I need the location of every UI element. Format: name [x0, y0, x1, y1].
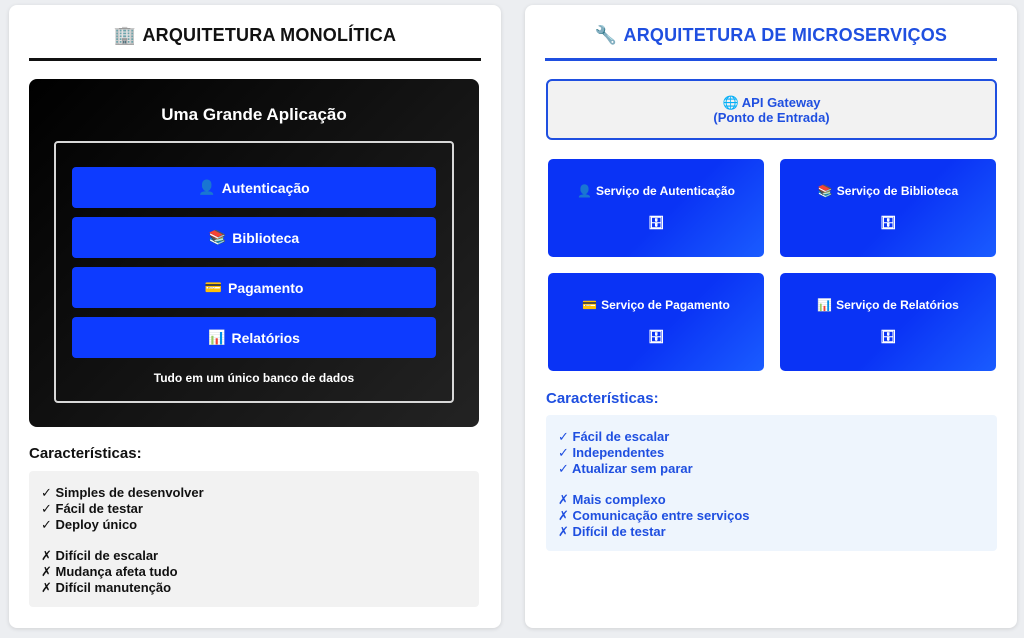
module-label: Autenticação [221, 179, 310, 196]
pro-item: ✓ Simples de desenvolver [41, 485, 204, 500]
module-label: Relatórios [231, 329, 300, 346]
database-icon: 🗄 [879, 215, 897, 230]
monolith-characteristics-list [29, 471, 479, 607]
credit-card-icon: 💳 [204, 279, 222, 295]
wrench-icon: 🔧 [594, 25, 618, 45]
service-label: 📚 Serviço de Biblioteca [817, 184, 959, 198]
monolith-characteristics-title: Características: [29, 445, 142, 462]
monolith-db-note: Tudo em um único banco de dados [153, 371, 355, 385]
con-item: ✗ Difícil manutenção [41, 580, 172, 595]
monolith-heading: Uma Grande Aplicação [161, 105, 347, 124]
service-label: 📊 Serviço de Relatórios [817, 298, 959, 312]
monolith-modules-container [54, 141, 454, 403]
pro-item: ✓ Fácil de testar [41, 501, 143, 516]
microservices-characteristics-list [546, 415, 997, 551]
monolith-application-box [29, 79, 479, 427]
con-item: ✗ Comunicação entre serviços [558, 508, 750, 523]
con-item: ✗ Mudança afeta tudo [41, 564, 178, 579]
books-icon: 📚 [817, 184, 833, 198]
bar-chart-icon: 📊 [817, 298, 833, 312]
service-biblioteca [780, 159, 996, 257]
monolith-title [29, 25, 481, 61]
pro-item: ✓ Atualizar sem parar [558, 461, 693, 476]
api-gateway-box [546, 79, 997, 140]
service-pagamento [548, 273, 764, 371]
bar-chart-icon: 📊 [208, 329, 226, 345]
service-label: 👤 Serviço de Autenticação [577, 184, 735, 198]
api-gateway-sublabel: (Ponto de Entrada) [713, 109, 830, 125]
pro-item: ✓ Fácil de escalar [558, 429, 670, 444]
service-autenticacao [548, 159, 764, 257]
microservices-panel [525, 5, 1017, 628]
books-icon: 📚 [208, 229, 227, 245]
module-relatorios [72, 317, 436, 358]
module-autenticacao [72, 167, 436, 208]
module-biblioteca [72, 217, 436, 258]
database-icon: 🗄 [879, 329, 897, 344]
module-pagamento [72, 267, 436, 308]
con-item: ✗ Difícil de escalar [41, 548, 159, 563]
pro-item: ✓ Independentes [558, 445, 665, 460]
database-icon: 🗄 [647, 215, 665, 230]
pro-item: ✓ Deploy único [41, 517, 138, 532]
con-item: ✗ Mais complexo [558, 492, 666, 507]
module-label: Pagamento [227, 279, 304, 296]
module-label: Biblioteca [232, 229, 300, 246]
microservices-title [545, 25, 997, 61]
user-icon: 👤 [198, 179, 216, 195]
monolith-title-text: ARQUITETURA MONOLÍTICA [142, 25, 397, 45]
service-label: 💳 Serviço de Pagamento [582, 298, 730, 312]
user-icon: 👤 [577, 184, 592, 198]
globe-icon: 🌐 [722, 94, 739, 110]
database-icon: 🗄 [647, 329, 665, 344]
microservices-characteristics-title: Características: [546, 390, 659, 407]
api-gateway-label: 🌐 API Gateway [722, 94, 821, 110]
monolith-panel [9, 5, 501, 628]
con-item: ✗ Difícil de testar [558, 524, 666, 539]
building-icon: 🏢 [113, 25, 137, 45]
credit-card-icon: 💳 [582, 298, 598, 312]
microservices-title-text: ARQUITETURA DE MICROSERVIÇOS [623, 25, 948, 45]
service-relatorios [780, 273, 996, 371]
